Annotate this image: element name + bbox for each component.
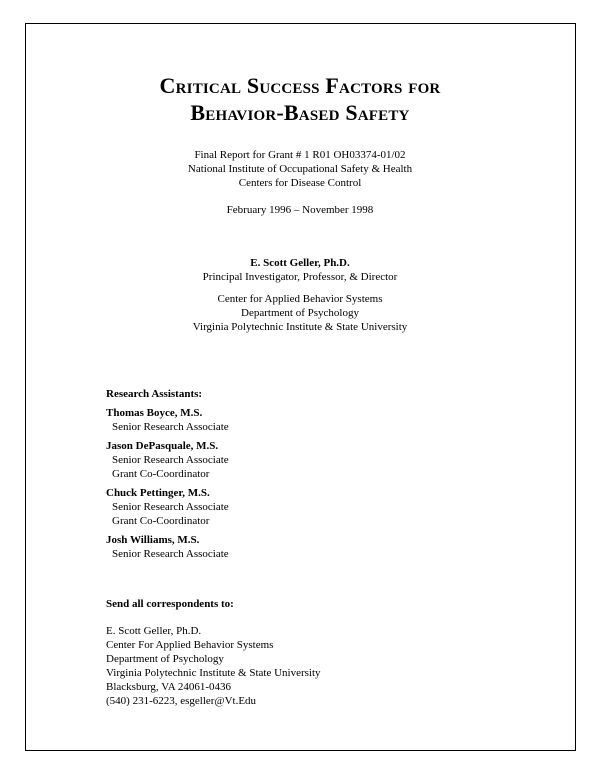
- report-dates: February 1996 – November 1998: [226, 204, 374, 216]
- report-block: [0, 148, 600, 190]
- assistants-heading: Research Assistants:: [106, 388, 203, 400]
- assistant-role: Senior Research Associate: [112, 501, 229, 513]
- contact-line: E. Scott Geller, Ph.D.: [106, 625, 202, 637]
- investigator-org-3: Virginia Polytechnic Institute & State University: [192, 321, 408, 333]
- assistant-name: Josh Williams, M.S.: [106, 534, 200, 546]
- contact-line: Center For Applied Behavior Systems: [106, 639, 274, 651]
- investigator-org-1: Center for Applied Behavior Systems: [217, 293, 383, 305]
- investigator-role: Principal Investigator, Professor, & Director: [202, 271, 398, 283]
- title-line-1: Critical Success Factors for: [159, 73, 441, 98]
- report-line-3: Centers for Disease Control: [238, 177, 362, 189]
- assistant-role: Senior Research Associate: [112, 421, 229, 433]
- report-line-2: National Institute of Occupational Safety & Health: [187, 163, 413, 175]
- assistant-role: Senior Research Associate: [112, 548, 229, 560]
- assistant-role: Grant Co-Coordinator: [112, 468, 210, 480]
- investigator-org-2: Department of Psychology: [241, 307, 359, 319]
- investigator-name: E. Scott Geller, Ph.D.: [250, 257, 350, 269]
- assistant-name: Thomas Boyce, M.S.: [106, 407, 203, 419]
- report-line-1: Final Report for Grant # 1 R01 OH03374-01/02: [194, 149, 406, 161]
- investigator-org-block: [0, 292, 600, 334]
- contact-line: Virginia Polytechnic Institute & State University: [106, 667, 321, 679]
- investigator-block: [0, 256, 600, 284]
- assistant-role: Senior Research Associate: [112, 454, 229, 466]
- title-line-2: Behavior-Based Safety: [190, 100, 410, 125]
- assistant-name: Jason DePasquale, M.S.: [106, 440, 219, 452]
- assistant-role: Grant Co-Coordinator: [112, 515, 210, 527]
- contact-heading-text: Send all correspondents to:: [106, 598, 234, 610]
- contact-block: [106, 624, 321, 708]
- contact-line: Blacksburg, VA 24061-0436: [106, 681, 231, 693]
- assistants-block: [106, 387, 229, 561]
- contact-line: (540) 231-6223, esgeller@Vt.Edu: [106, 695, 257, 707]
- contact-line: Department of Psychology: [106, 653, 224, 665]
- contact-heading: [106, 597, 234, 611]
- assistant-name: Chuck Pettinger, M.S.: [106, 487, 210, 499]
